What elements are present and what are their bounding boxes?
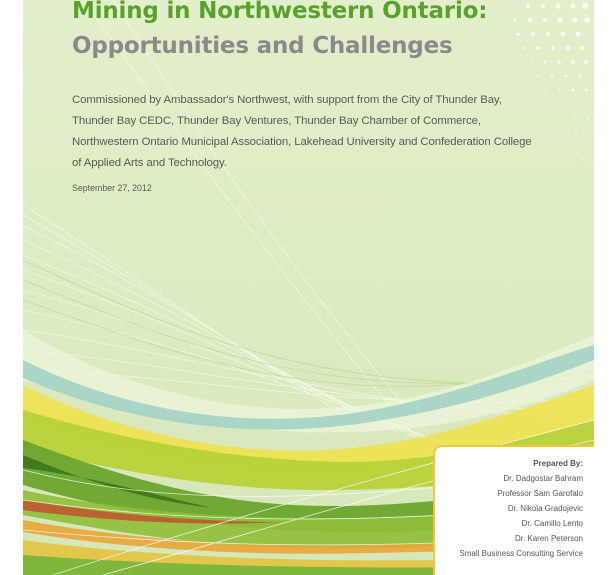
author-name: Dr. Dadgostar Bahram <box>503 474 583 483</box>
report-cover <box>23 0 594 575</box>
author-name: Dr. Camillo Lento <box>521 519 583 528</box>
prepared-by-heading: Prepared By: <box>533 459 583 468</box>
publication-date: September 27, 2012 <box>72 183 152 193</box>
author-name: Small Business Consulting Service <box>459 549 583 558</box>
commission-statement: Commissioned by Ambassador's Northwest, with support from the City of Thunder Bay, Thunder Bay CEDC, Thunder Bay Ventures, Thunder Bay Chamber of Commerce, Northwestern Ontario Municipal Association, Lakehead University and Confederation College of Applied Arts and Technology. <box>72 94 532 169</box>
title-line-1: Mining in Northwestern Ontario: <box>72 0 488 24</box>
prepared-by-box <box>433 445 594 575</box>
author-name: Professor Sam Garofalo <box>497 489 583 498</box>
fan-lines-green <box>23 260 594 386</box>
author-name: Dr. Karen Peterson <box>514 534 583 543</box>
report-title <box>72 0 532 64</box>
author-name: Dr. Nikola Gradojevic <box>507 504 583 513</box>
title-line-2: Opportunities and Challenges <box>72 33 453 59</box>
